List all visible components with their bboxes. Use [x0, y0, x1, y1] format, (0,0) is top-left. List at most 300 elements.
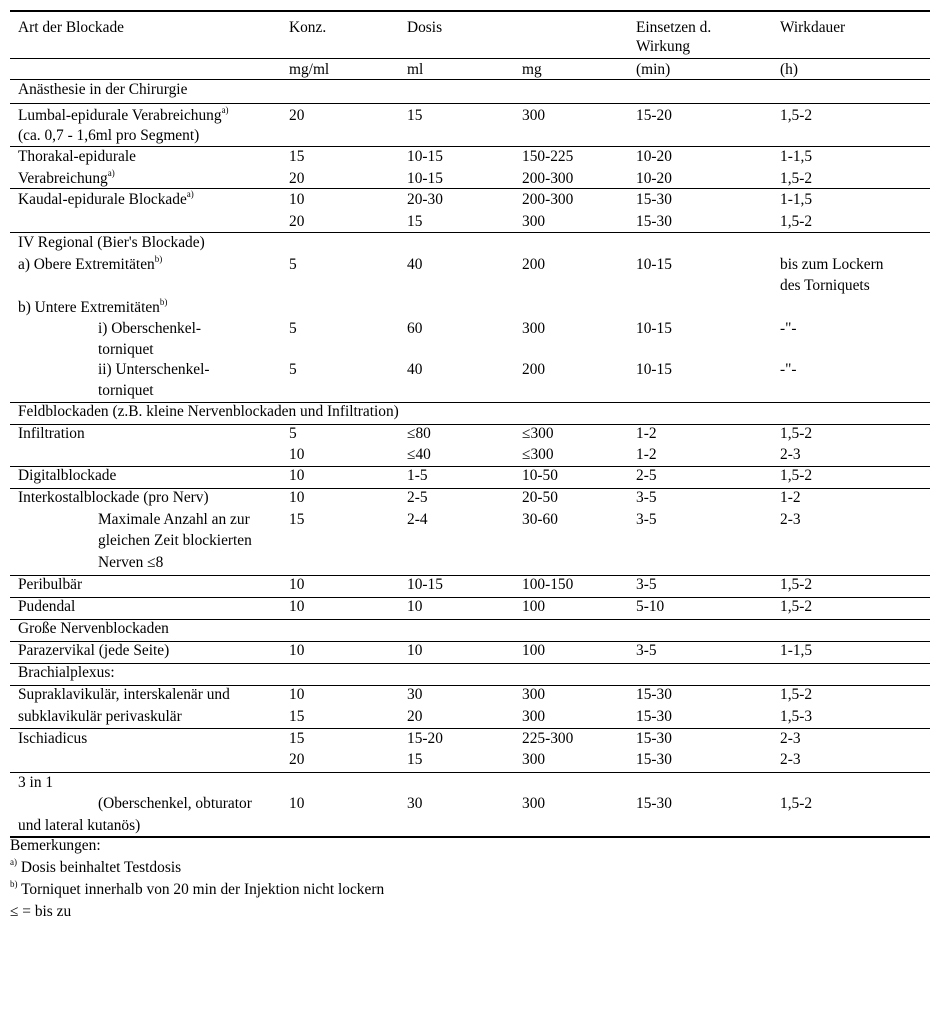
cell-onset	[636, 510, 657, 530]
cell-onset	[636, 212, 672, 232]
unit-ml-text: ml	[407, 61, 424, 78]
cell-mg-text: 300	[522, 686, 546, 703]
cell-duration	[780, 597, 812, 617]
cell-konz-text: 20	[289, 213, 305, 230]
cell-mg-text: 200-300	[522, 170, 574, 187]
cell-mg	[522, 212, 545, 232]
cell-ml	[407, 488, 428, 508]
cell-duration-text: 2-3	[780, 751, 801, 768]
cell-ml	[407, 190, 443, 210]
cell-mg	[522, 106, 545, 126]
cell-duration-text: 2-3	[780, 730, 801, 747]
cell-konz-text: 10	[289, 489, 305, 506]
cell-konz	[289, 729, 304, 749]
cell-konz	[289, 466, 304, 486]
cell-onset	[636, 255, 672, 275]
table-rule	[10, 663, 930, 664]
cell-onset-text: 15-30	[636, 795, 672, 812]
cell-onset-text: 3-5	[636, 642, 657, 659]
cell-ml	[407, 510, 428, 530]
row-label-text: IV Regional (Bier's Blockade)	[18, 234, 205, 251]
cell-duration	[780, 319, 797, 339]
row-label-text: Große Nervenblockaden	[18, 620, 169, 637]
cell-onset	[636, 147, 672, 167]
header-onset-text: Einsetzen d.	[636, 19, 712, 36]
footnote-text: ≤ = bis zu	[10, 903, 72, 920]
footnote-marker: a)	[10, 856, 17, 867]
row-label-text: und lateral kutanös)	[18, 817, 141, 834]
row-label-text: ii) Unterschenkel-	[98, 361, 210, 378]
cell-ml	[407, 729, 443, 749]
unit-onset-text: (min)	[636, 61, 671, 78]
footnote-text: Bemerkungen:	[10, 837, 101, 854]
cell-onset-text: 10-15	[636, 361, 672, 378]
cell-onset	[636, 685, 672, 705]
cell-onset-text: 10-15	[636, 320, 672, 337]
cell-mg-text: 30-60	[522, 511, 558, 528]
cell-konz	[289, 190, 304, 210]
cell-ml	[407, 794, 422, 814]
cell-konz-text: 10	[289, 686, 305, 703]
cell-ml	[407, 424, 431, 444]
cell-konz	[289, 685, 304, 705]
footnote	[10, 836, 101, 856]
cell-duration-text: 1-2	[780, 489, 801, 506]
cell-konz-text: 10	[289, 576, 305, 593]
footnote-marker: a)	[186, 188, 194, 199]
cell-onset	[636, 445, 657, 465]
footnote-marker: b)	[159, 296, 168, 307]
cell-konz-text: 20	[289, 107, 305, 124]
row-label	[18, 169, 115, 189]
row-label	[18, 729, 87, 749]
cell-duration	[780, 360, 797, 380]
cell-duration	[780, 729, 801, 749]
row-label	[18, 773, 53, 793]
cell-duration	[780, 488, 801, 508]
row-label-text: Digitalblockade	[18, 467, 117, 484]
cell-onset-text: 3-5	[636, 489, 657, 506]
cell-konz	[289, 750, 304, 770]
cell-ml-text: 10-15	[407, 170, 443, 187]
row-label	[18, 233, 205, 253]
cell-onset-text: 1-2	[636, 425, 657, 442]
header-type	[18, 18, 124, 38]
cell-duration-text: 1-1,5	[780, 191, 813, 208]
row-label-text: Kaudal-epidurale Blockade	[18, 191, 187, 208]
cell-ml-text: 2-4	[407, 511, 428, 528]
footnote-text: Torniquet innerhalb von 20 min der Injektion nicht lockern	[17, 881, 385, 898]
unit-concentration	[289, 60, 329, 80]
cell-ml-text: 40	[407, 256, 423, 273]
header-duration	[780, 18, 845, 38]
cell-mg	[522, 575, 573, 595]
footnote	[10, 858, 181, 878]
cell-konz-text: 15	[289, 708, 305, 725]
cell-mg-text: 10-50	[522, 467, 558, 484]
cell-konz	[289, 212, 304, 232]
cell-konz-text: 10	[289, 598, 305, 615]
cell-konz	[289, 597, 304, 617]
row-label-text: gleichen Zeit blockierten	[98, 532, 252, 549]
row-label-text: (ca. 0,7 - 1,6ml pro Segment)	[18, 127, 200, 144]
footnote	[10, 880, 384, 900]
cell-duration	[780, 169, 812, 189]
cell-mg	[522, 190, 573, 210]
cell-ml-text: 10	[407, 642, 423, 659]
row-label	[18, 190, 194, 210]
table-rule	[10, 772, 930, 773]
cell-ml	[407, 641, 422, 661]
header-dose	[407, 18, 442, 38]
row-label	[18, 641, 169, 661]
cell-duration	[780, 707, 812, 727]
cell-duration	[780, 750, 801, 770]
cell-konz	[289, 707, 304, 727]
cell-onset-text: 10-20	[636, 148, 672, 165]
row-label-text: Lumbal-epidurale Verabreichung	[18, 107, 222, 124]
cell-ml	[407, 147, 443, 167]
cell-onset-text: 10-20	[636, 170, 672, 187]
cell-ml	[407, 106, 422, 126]
cell-ml-text: 15	[407, 213, 423, 230]
cell-duration-text: 1,5-2	[780, 576, 813, 593]
cell-mg-text: 300	[522, 708, 546, 725]
cell-ml-text: 15	[407, 751, 423, 768]
row-label	[98, 531, 252, 551]
cell-mg	[522, 424, 554, 444]
cell-ml-text: 60	[407, 320, 423, 337]
cell-duration	[780, 190, 812, 210]
row-label	[18, 402, 399, 422]
cell-mg	[522, 445, 554, 465]
cell-onset-text: 10-15	[636, 256, 672, 273]
row-label-text: a) Obere Extremitäten	[18, 256, 155, 273]
header-concentration	[289, 18, 326, 38]
header-duration-text: Wirkdauer	[780, 19, 846, 36]
cell-konz	[289, 255, 297, 275]
cell-onset-text: 15-30	[636, 686, 672, 703]
cell-mg-text: 300	[522, 213, 546, 230]
cell-mg	[522, 729, 573, 749]
row-label	[18, 816, 140, 836]
row-label-text: Parazervikal (jede Seite)	[18, 642, 170, 659]
unit-onset	[636, 60, 670, 80]
cell-ml	[407, 445, 431, 465]
row-label	[98, 360, 210, 380]
footnote-marker: b)	[154, 253, 163, 264]
row-label	[18, 575, 82, 595]
unit-concentration-text: mg/ml	[289, 61, 330, 78]
cell-duration	[780, 212, 812, 232]
cell-mg-text: 150-225	[522, 148, 574, 165]
cell-mg-text: ≤300	[522, 425, 554, 442]
cell-ml	[407, 597, 422, 617]
cell-konz	[289, 641, 304, 661]
header-onset-2-text: Wirkung	[636, 38, 691, 55]
cell-duration	[780, 276, 870, 296]
cell-ml	[407, 575, 443, 595]
row-label	[98, 553, 163, 573]
cell-onset-text: 2-5	[636, 467, 657, 484]
row-label	[18, 597, 75, 617]
cell-ml-text: 30	[407, 686, 423, 703]
cell-onset-text: 3-5	[636, 576, 657, 593]
table-rule	[10, 58, 930, 59]
cell-onset-text: 5-10	[636, 598, 665, 615]
row-label-text: Ischiadicus	[18, 730, 88, 747]
row-label-text: Pudendal	[18, 598, 76, 615]
cell-ml-text: 30	[407, 795, 423, 812]
cell-mg-text: 200	[522, 361, 546, 378]
cell-mg	[522, 319, 545, 339]
cell-onset	[636, 707, 672, 727]
cell-ml-text: 40	[407, 361, 423, 378]
cell-konz-text: 10	[289, 642, 305, 659]
row-label-text: Maximale Anzahl an zur	[98, 511, 250, 528]
footnote	[10, 902, 71, 922]
cell-mg	[522, 510, 558, 530]
row-label-text: Verabreichung	[18, 170, 108, 187]
cell-mg	[522, 147, 573, 167]
row-label-text: Brachialplexus:	[18, 664, 115, 681]
header-onset-2	[636, 37, 690, 57]
cell-mg-text: 300	[522, 795, 546, 812]
unit-duration	[780, 60, 798, 80]
cell-onset-text: 1-2	[636, 446, 657, 463]
cell-duration	[780, 106, 812, 126]
cell-ml-text: 15-20	[407, 730, 443, 747]
cell-duration-text: 2-3	[780, 446, 801, 463]
cell-ml-text: ≤40	[407, 446, 431, 463]
cell-mg	[522, 169, 573, 189]
row-label	[98, 319, 201, 339]
cell-onset	[636, 794, 672, 814]
cell-ml	[407, 707, 422, 727]
cell-onset	[636, 360, 672, 380]
cell-duration-text: des Torniquets	[780, 277, 870, 294]
row-label-text: Thorakal-epidurale	[18, 148, 136, 165]
row-label	[98, 340, 154, 360]
cell-mg	[522, 641, 545, 661]
row-label	[18, 619, 169, 639]
cell-konz-text: 20	[289, 170, 305, 187]
cell-onset	[636, 575, 657, 595]
row-label-text: Interkostalblockade (pro Nerv)	[18, 489, 209, 506]
row-label	[18, 707, 182, 727]
cell-duration-text: bis zum Lockern	[780, 256, 884, 273]
cell-duration	[780, 575, 812, 595]
header-type-text: Art der Blockade	[18, 19, 124, 36]
cell-duration	[780, 466, 812, 486]
cell-mg	[522, 794, 545, 814]
cell-mg	[522, 750, 545, 770]
footnote-marker: a)	[107, 167, 115, 178]
cell-duration-text: 1,5-2	[780, 107, 813, 124]
cell-mg	[522, 597, 545, 617]
row-label-text: torniquet	[98, 382, 154, 399]
unit-ml	[407, 60, 423, 80]
row-label	[18, 147, 136, 167]
cell-duration-text: 1-1,5	[780, 148, 813, 165]
cell-ml-text: 20	[407, 708, 423, 725]
cell-ml	[407, 685, 422, 705]
cell-konz-text: 10	[289, 191, 305, 208]
row-label	[18, 80, 187, 100]
cell-duration	[780, 510, 801, 530]
cell-mg	[522, 255, 545, 275]
cell-onset-text: 3-5	[636, 511, 657, 528]
row-label	[98, 794, 252, 814]
cell-mg-text: ≤300	[522, 446, 554, 463]
cell-duration-text: 1,5-2	[780, 686, 813, 703]
cell-mg-text: 100-150	[522, 576, 574, 593]
row-label	[98, 381, 154, 401]
footnote-marker: a)	[221, 104, 229, 115]
cell-ml	[407, 212, 422, 232]
cell-konz	[289, 794, 304, 814]
cell-konz-text: 10	[289, 795, 305, 812]
cell-duration	[780, 255, 883, 275]
cell-duration-text: 1,5-2	[780, 425, 813, 442]
cell-onset	[636, 750, 672, 770]
cell-duration-text: 1,5-2	[780, 467, 813, 484]
cell-konz	[289, 106, 304, 126]
row-label-text: Infiltration	[18, 425, 85, 442]
cell-konz-text: 15	[289, 511, 305, 528]
header-concentration-text: Konz.	[289, 19, 327, 36]
cell-konz	[289, 360, 297, 380]
footnote-text: Dosis beinhaltet Testdosis	[17, 859, 182, 876]
cell-mg	[522, 685, 545, 705]
cell-mg-text: 200-300	[522, 191, 574, 208]
cell-ml-text: 1-5	[407, 467, 428, 484]
row-label	[18, 466, 116, 486]
row-label-text: (Oberschenkel, obturator	[98, 795, 252, 812]
cell-duration	[780, 641, 812, 661]
row-label-text: Anästhesie in der Chirurgie	[18, 81, 188, 98]
cell-konz	[289, 147, 304, 167]
cell-konz-text: 15	[289, 148, 305, 165]
cell-konz	[289, 169, 304, 189]
cell-ml-text: 10-15	[407, 148, 443, 165]
row-label-text: b) Untere Extremitäten	[18, 299, 160, 316]
cell-konz-text: 5	[289, 256, 297, 273]
cell-onset-text: 15-30	[636, 191, 672, 208]
cell-mg	[522, 707, 545, 727]
cell-mg-text: 300	[522, 320, 546, 337]
cell-onset	[636, 169, 672, 189]
unit-duration-text: (h)	[780, 61, 798, 78]
cell-onset	[636, 424, 657, 444]
row-label-text: Supraklavikulär, interskalenär und	[18, 686, 230, 703]
cell-onset-text: 15-20	[636, 107, 672, 124]
cell-konz	[289, 575, 304, 595]
table-rule	[10, 10, 930, 12]
cell-duration	[780, 424, 812, 444]
cell-duration-text: 1-1,5	[780, 642, 813, 659]
table-rule	[10, 103, 930, 104]
cell-duration	[780, 445, 801, 465]
cell-duration	[780, 685, 812, 705]
cell-konz	[289, 445, 304, 465]
cell-onset	[636, 466, 657, 486]
cell-ml-text: 15	[407, 107, 423, 124]
row-label-text: 3 in 1	[18, 774, 54, 791]
row-label	[18, 424, 85, 444]
row-label-text: Feldblockaden (z.B. kleine Nervenblockaden und Infiltration)	[18, 403, 399, 420]
cell-mg-text: 100	[522, 598, 546, 615]
row-label	[98, 510, 250, 530]
unit-mg	[522, 60, 542, 80]
cell-ml	[407, 750, 422, 770]
cell-onset	[636, 488, 657, 508]
footnote-marker: b)	[10, 878, 18, 889]
row-label-text: i) Oberschenkel-	[98, 320, 201, 337]
cell-duration-text: 1,5-2	[780, 598, 813, 615]
cell-konz	[289, 319, 297, 339]
row-label-text: Peribulbär	[18, 576, 83, 593]
cell-duration	[780, 147, 812, 167]
header-onset	[636, 18, 711, 38]
row-label	[18, 255, 162, 275]
cell-konz-text: 10	[289, 446, 305, 463]
row-label-text: subklavikulär perivaskulär	[18, 708, 182, 725]
unit-mg-text: mg	[522, 61, 542, 78]
cell-duration-text: 1,5-3	[780, 708, 813, 725]
cell-konz-text: 10	[289, 467, 305, 484]
cell-onset	[636, 641, 657, 661]
table-rule	[10, 836, 930, 838]
cell-ml	[407, 255, 422, 275]
cell-konz	[289, 510, 304, 530]
cell-onset-text: 15-30	[636, 708, 672, 725]
row-label-text: Nerven ≤8	[98, 554, 164, 571]
cell-duration	[780, 794, 812, 814]
cell-ml	[407, 360, 422, 380]
cell-onset-text: 15-30	[636, 213, 672, 230]
header-dose-text: Dosis	[407, 19, 443, 36]
cell-mg	[522, 488, 558, 508]
cell-mg-text: 300	[522, 751, 546, 768]
cell-mg	[522, 360, 545, 380]
cell-onset	[636, 319, 672, 339]
cell-ml	[407, 319, 422, 339]
cell-konz-text: 15	[289, 730, 305, 747]
cell-mg	[522, 466, 558, 486]
cell-onset	[636, 729, 672, 749]
cell-konz-text: 20	[289, 751, 305, 768]
cell-ml-text: ≤80	[407, 425, 431, 442]
cell-mg-text: 100	[522, 642, 546, 659]
row-label	[18, 685, 230, 705]
cell-onset	[636, 190, 672, 210]
cell-ml-text: 10	[407, 598, 423, 615]
cell-ml-text: 2-5	[407, 489, 428, 506]
cell-ml-text: 10-15	[407, 576, 443, 593]
cell-ml	[407, 466, 428, 486]
cell-duration-text: 2-3	[780, 511, 801, 528]
cell-duration-text: 1,5-2	[780, 795, 813, 812]
cell-konz-text: 5	[289, 320, 297, 337]
cell-duration-text: -"-	[780, 361, 797, 378]
cell-mg-text: 200	[522, 256, 546, 273]
cell-konz	[289, 488, 304, 508]
cell-onset-text: 15-30	[636, 730, 672, 747]
cell-duration-text: -"-	[780, 320, 797, 337]
cell-mg-text: 300	[522, 107, 546, 124]
row-label	[18, 106, 229, 126]
